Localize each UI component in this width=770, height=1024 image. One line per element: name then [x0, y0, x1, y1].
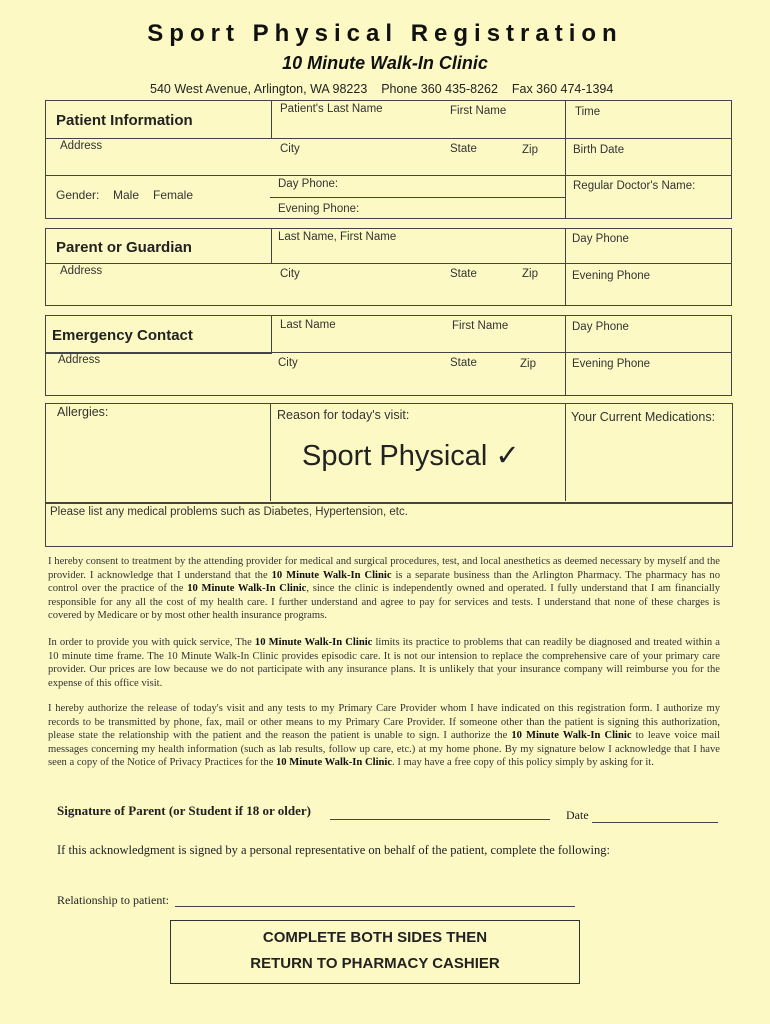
paragraph-text: , since the clinic is independently owned and operated. I fully understand that I am financially responsible for any all the cost of my health care. I further understand and agree to pay for services and tests. I understand that none of these charges is covered by Medicare or by most other health insurance programs.: [48, 583, 721, 621]
phone: Phone 360 435-8262: [381, 82, 498, 96]
birth-date-field[interactable]: Birth Date: [573, 144, 625, 156]
relationship-label: Relationship to patient:: [57, 893, 169, 907]
regular-doctor-field[interactable]: Regular Doctor's Name:: [573, 180, 696, 192]
clinic-name-bold: 10 Minute Walk-In Clinic: [275, 757, 393, 768]
authorization-paragraph: [48, 702, 720, 770]
patient-city-field[interactable]: City: [280, 143, 300, 155]
clinic-name: 10 Minute Walk-In Clinic: [282, 53, 488, 73]
signature-label: Signature of Parent (or Student if 18 or older): [57, 803, 311, 818]
guardian-name-field[interactable]: Last Name, First Name: [278, 231, 397, 243]
guardian-address-field[interactable]: Address: [60, 265, 103, 277]
gender-male-option[interactable]: Male: [113, 188, 140, 202]
guardian-section-title: Parent or Guardian: [56, 239, 192, 256]
service-paragraph: [48, 636, 720, 690]
guardian-zip-field[interactable]: Zip: [522, 268, 538, 280]
emergency-evening-phone-field[interactable]: Evening Phone: [572, 358, 651, 370]
patient-zip-field[interactable]: Zip: [522, 144, 538, 156]
reason-label: Reason for today's visit:: [277, 408, 410, 422]
clinic-address: [150, 82, 613, 96]
paragraph-text: to leave voice mail messages concerning my health information (such as lab results, follow up care, etc.) at my home phone. By my signature below I acknowledge that I have seen a copy of the Notice of Privacy Practices for the: [48, 730, 721, 768]
guardian-day-phone-field[interactable]: Day Phone: [572, 233, 629, 245]
emergency-last-name-field[interactable]: Last Name: [280, 319, 336, 331]
representative-note: If this acknowledgment is signed by a personal representative on behalf of the patient, complete the following:: [57, 843, 610, 857]
patient-evening-phone-field[interactable]: Evening Phone:: [278, 203, 360, 215]
instructions-line-2: RETURN TO PHARMACY CASHIER: [250, 955, 500, 972]
time-field[interactable]: Time: [575, 106, 601, 118]
relationship-field[interactable]: [175, 906, 575, 907]
clinic-name-bold: 10 Minute Walk-In Clinic: [511, 730, 632, 741]
medical-problems-field[interactable]: Please list any medical problems such as Diabetes, Hypertension, etc.: [50, 506, 408, 518]
reason-value[interactable]: Sport Physical ✓: [302, 440, 520, 472]
signature-field[interactable]: [330, 819, 550, 820]
patient-address-field[interactable]: Address: [60, 140, 103, 152]
consent-paragraph: [48, 555, 720, 623]
paragraph-text: . I may have a free copy of this policy simply by asking for it.: [392, 757, 654, 768]
medications-field[interactable]: Your Current Medications:: [571, 410, 716, 424]
date-label: Date: [566, 808, 589, 822]
patient-day-phone-field[interactable]: Day Phone:: [278, 178, 339, 190]
emergency-day-phone-field[interactable]: Day Phone: [572, 321, 629, 333]
guardian-state-field[interactable]: State: [450, 268, 477, 280]
paragraph-text: limits its practice to problems that can readily be diagnosed and treated within a 10 minute time frame. The 10 Minute Walk-In Clinic provides episodic care. It is not our intension to replace the comprehensive care of your primary care provider. Our prices are low because we do not participate with any insurance plans. It is unlikely that your insurance company will reimburse you for the expense of this office visit.: [48, 637, 721, 689]
paragraph-text: I hereby authorize the release of today's visit and any tests to my Primary Care Provider whom I have indicated on this registration form. I authorize my records to be transmitted by phone, fax, mail or other means to my Primary Care Provider. If someone other than the patient is signing this authorization, please state the relationship with the patient and the reason the patient is unable to sign. I authorize the: [48, 703, 720, 741]
patient-first-name-field[interactable]: First Name: [450, 105, 507, 117]
patient-section-title: Patient Information: [56, 112, 193, 129]
patient-state-field[interactable]: State: [450, 143, 477, 155]
emergency-address-field[interactable]: Address: [58, 354, 101, 366]
guardian-evening-phone-field[interactable]: Evening Phone: [572, 270, 651, 282]
date-field[interactable]: [592, 822, 718, 823]
form-title: Sport Physical Registration: [147, 20, 623, 47]
clinic-name-bold: 10 Minute Walk-In Clinic: [187, 583, 307, 594]
gender-label: Gender:: [56, 188, 100, 202]
emergency-zip-field[interactable]: Zip: [520, 358, 536, 370]
instructions-box: [170, 920, 580, 984]
emergency-city-field[interactable]: City: [278, 357, 298, 369]
emergency-state-field[interactable]: State: [450, 357, 477, 369]
emergency-first-name-field[interactable]: First Name: [452, 320, 509, 332]
gender-female-option[interactable]: Female: [153, 188, 194, 202]
fax: Fax 360 474-1394: [511, 82, 614, 96]
patient-last-name-field[interactable]: Patient's Last Name: [280, 103, 383, 115]
paragraph-text: I hereby consent to treatment by the attending provider for medical and surgical procedures, test, and local anesthetics as deemed necessary by myself and the provider. I acknowledge that I understand that the: [48, 556, 720, 581]
emergency-section-title: Emergency Contact: [52, 327, 193, 344]
instructions-line-1: COMPLETE BOTH SIDES THEN: [262, 929, 488, 946]
guardian-city-field[interactable]: City: [280, 268, 300, 280]
paragraph-text: is a separate business than the Arlington Pharmacy. The pharmacy has no control over the practice of the: [48, 569, 721, 594]
clinic-name-bold: 10 Minute Walk-In Clinic: [271, 569, 392, 581]
clinic-name-bold: 10 Minute Walk-In Clinic: [254, 637, 373, 648]
allergies-field[interactable]: Allergies:: [57, 405, 109, 419]
paragraph-text: In order to provide you with quick service, The: [48, 637, 255, 648]
address: 540 West Avenue, Arlington, WA 98223: [150, 82, 368, 96]
